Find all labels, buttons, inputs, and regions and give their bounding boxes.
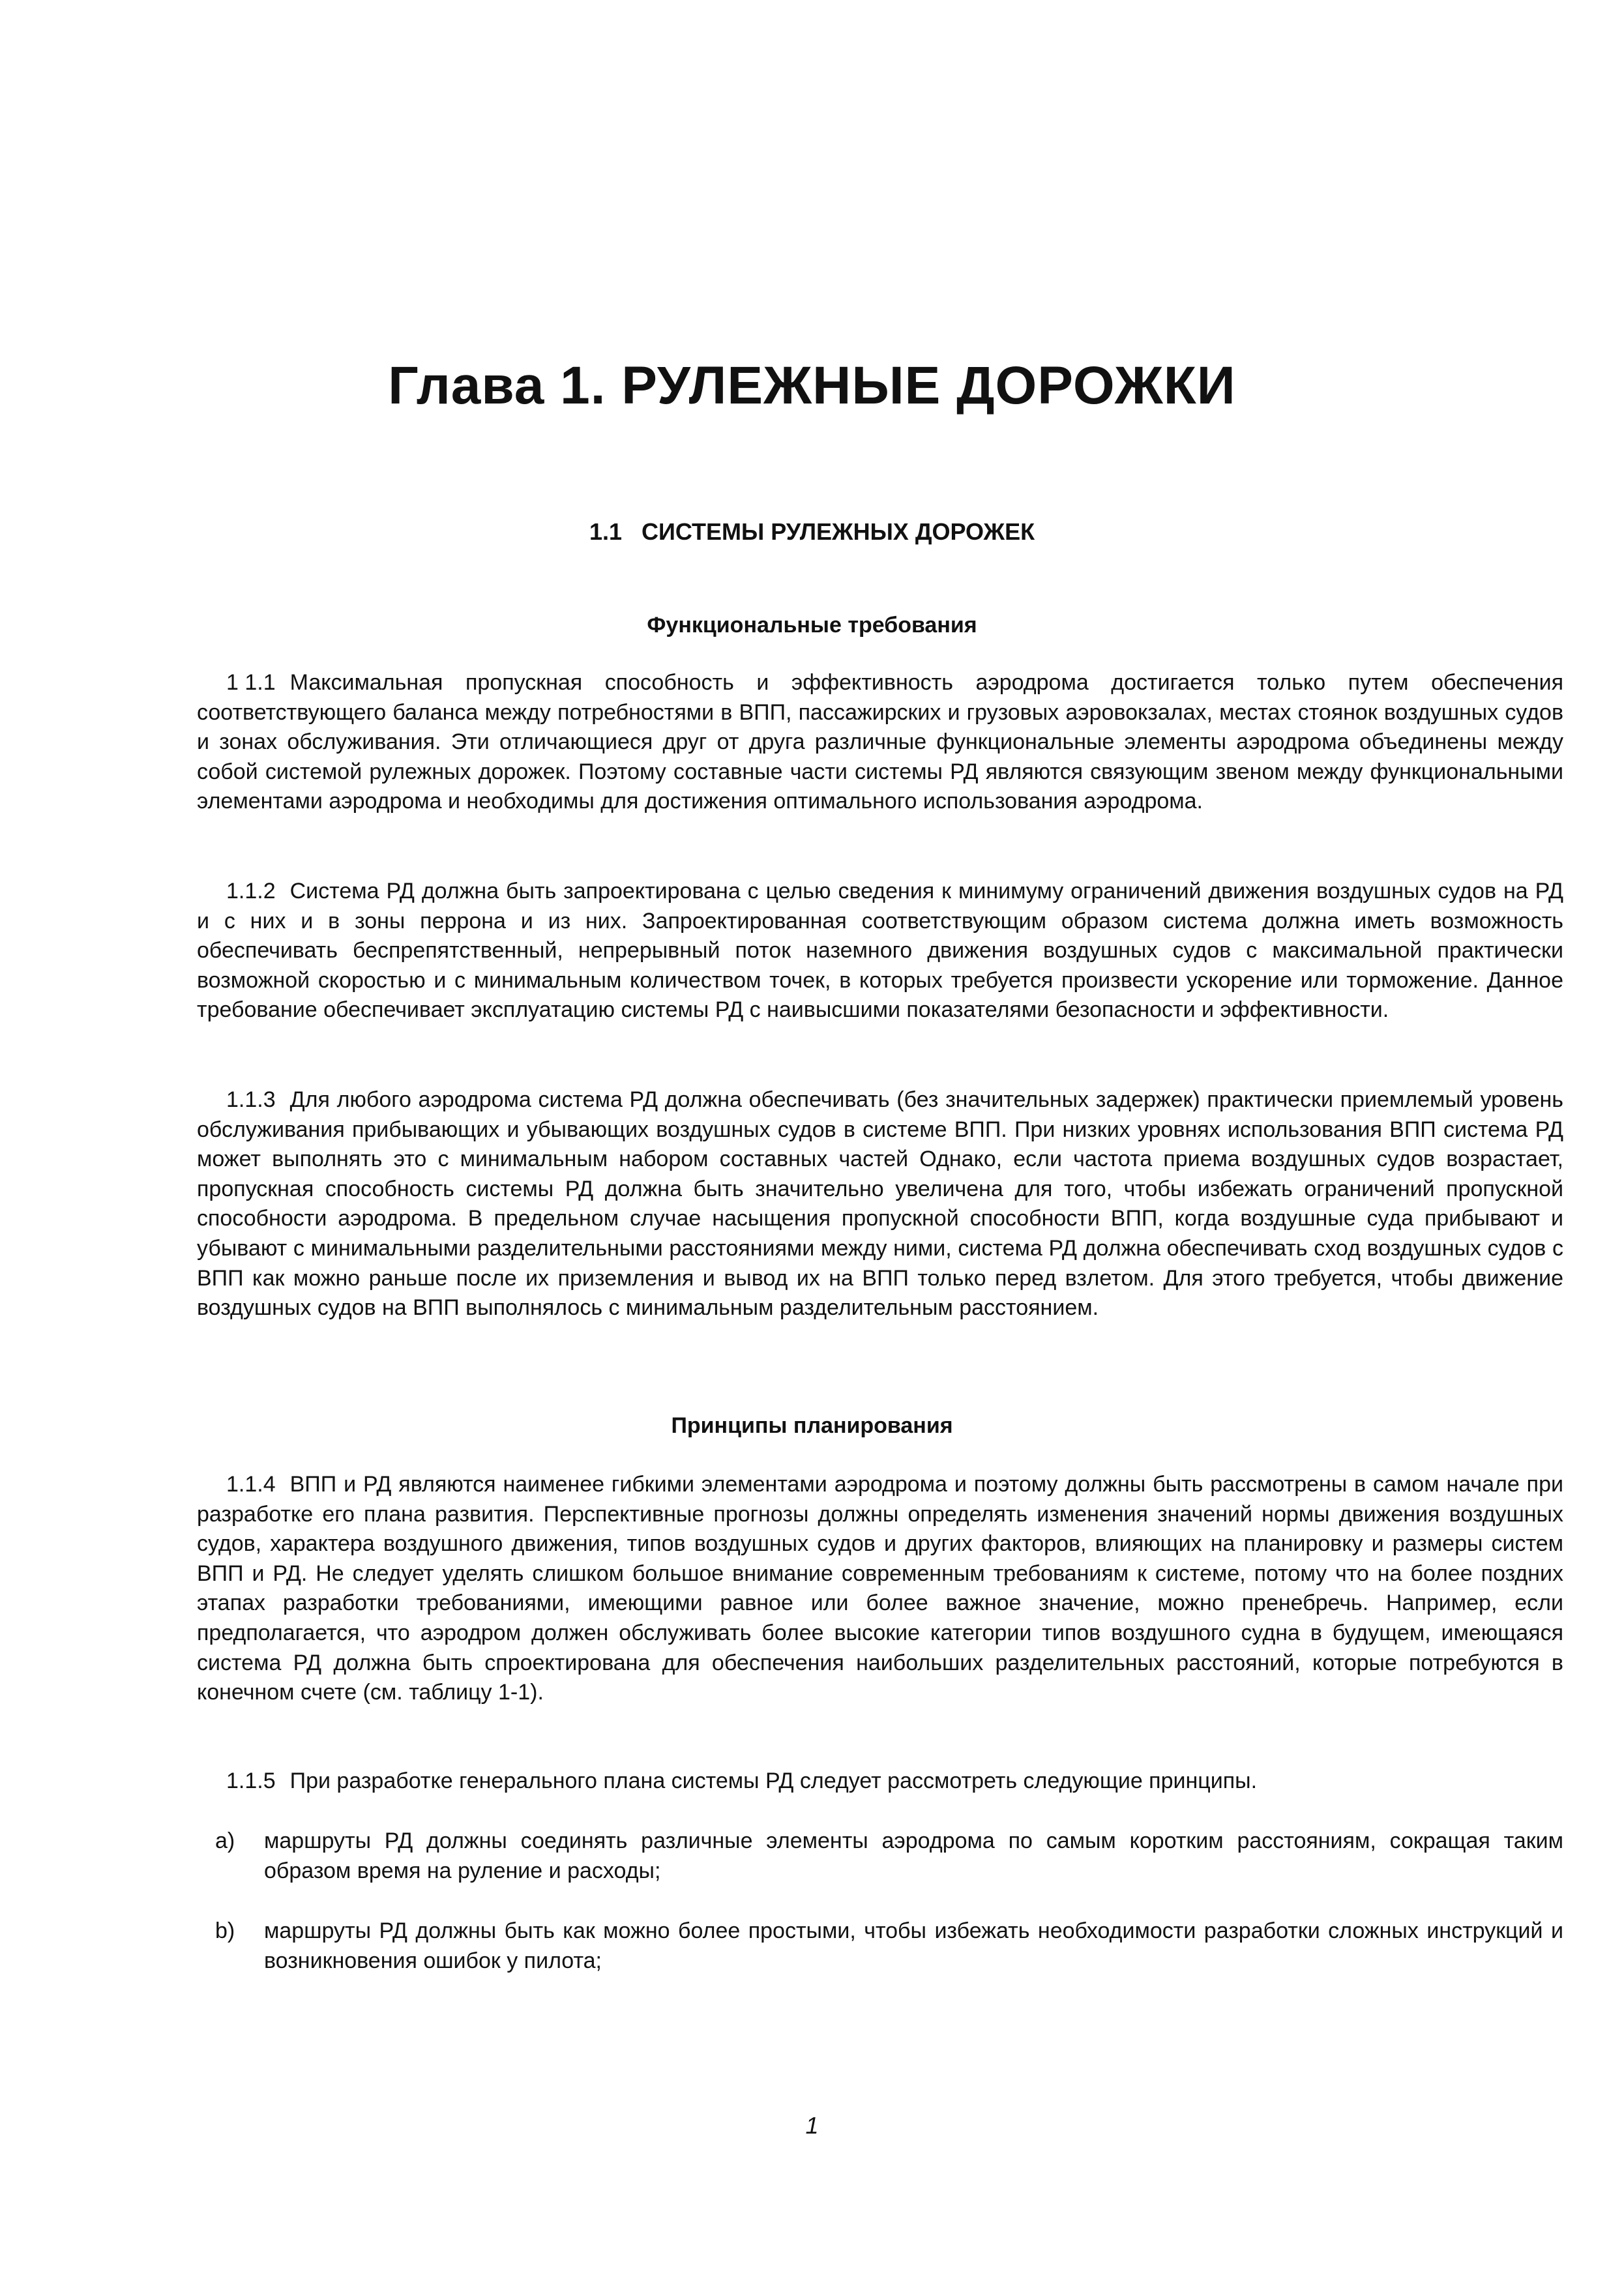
paragraph-text: Система РД должна быть запроектирована с целью сведения к минимуму ограничений движения воздушных судов на РД и с них и в зоны перрона и из них. Запроектированная соответствующим образом система должна иметь возможность обеспечивать беспрепятственный, непрерывный поток наземного движения воздушных судов с максимальной практически возможной скоростью и с минимальным количеством точек, в которых требуется произвести ускорение или торможение. Данное требование обеспечивает эксплуатацию системы РД с наивысшими показателями безопасности и эффективности. [197, 879, 1563, 1023]
planning-principles-heading: Принципы планирования [671, 1413, 953, 1438]
paragraph-text: Для любого аэродрома система РД должна обеспечивать (без значительных задержек) практически приемлемый уровень обслуживания прибывающих и убывающих воздушных судов в системе ВПП. При низких уровнях использования ВПП система РД может выполнять это с минимальным набором составных частей Однако, если частота приема воздушных судов возрастает, пропускная способность системы РД должна быть значительно увеличена для того, чтобы избежать ограничений пропускной способности аэродрома. В предельном случае насыщения пропускной способности ВПП, когда воздушные суда прибывают и убывают с минимальными разделительными расстояниями между ними, система РД должна обеспечивать сход воздушных судов с ВПП как можно раньше после их приземления и вывод их на ВПП только перед взлетом. Для этого требуется, чтобы движение воздушных судов на ВПП выполнялось с минимальным разделительным расстоянием. [197, 1087, 1563, 1321]
paragraph-1-1-5 [197, 1767, 1563, 1797]
paragraph-number: 1 1.1 [226, 670, 276, 695]
paragraph-1-1-2 [197, 877, 1563, 1025]
page-number: 1 [805, 2112, 819, 2139]
paragraph-number: 1.1.2 [226, 879, 276, 903]
paragraph-number: 1.1.4 [226, 1472, 276, 1497]
list-item-a [197, 1827, 1563, 1886]
paragraph-text: ВПП и РД являются наименее гибкими элементами аэродрома и поэтому должны быть рассмотрены в самом начале при разработке его плана развития. Перспективные прогнозы должны определять изменения значений нормы движения воздушных судов, характера воздушного движения, типов воздушных судов и других факторов, влияющих на планировку и размеры систем ВПП и РД. Не следует уделять слишком большое внимание современным требованиям к системе, потому что на более поздних этапах разработки требованиями, имеющими равное или более важное значение, можно пренебречь. Например, если предполагается, что аэродром должен обслуживать более высокие категории типов воздушного судна в будущем, имеющаяся система РД должна быть спроектирована для обеспечения наибольших разделительных расстояний, которые потребуются в конечном счете (см. таблицу 1-1). [197, 1472, 1563, 1705]
paragraph-text: Максимальная пропускная способность и эффективность аэродрома достигается только путем обеспечения соответствующего баланса между потребностями в ВПП, пассажирских и грузовых аэровокзалах, местах стоянок воздушных судов и зонах обслуживания. Эти отличающиеся друг от друга различные функциональные элементы аэродрома объединены между собой системой рулежных дорожек. Поэтому составные части системы РД являются связующим звеном между функциональными элементами аэродрома и необходимы для достижения оптимального использования аэродрома. [197, 670, 1563, 814]
paragraph-1-1-1 [197, 668, 1563, 817]
list-item-text: маршруты РД должны соединять различные элементы аэродрома по самым коротким расстояниям, сокращая таким образом время на руление и расходы; [264, 1828, 1563, 1883]
chapter-title: Глава 1. РУЛЕЖНЫЕ ДОРОЖКИ [388, 356, 1236, 415]
list-item-b [197, 1916, 1563, 1976]
paragraph-1-1-4 [197, 1470, 1563, 1708]
paragraph-1-1-3 [197, 1085, 1563, 1323]
list-marker: a) [215, 1828, 235, 1853]
section-title: 1.1 СИСТЕМЫ РУЛЕЖНЫХ ДОРОЖЕК [589, 518, 1035, 545]
list-marker: b) [215, 1918, 235, 1943]
paragraph-number: 1.1.3 [226, 1087, 276, 1112]
paragraph-number: 1.1.5 [226, 1769, 276, 1793]
list-item-text: маршруты РД должны быть как можно более простыми, чтобы избежать необходимости разработки сложных инструкций и возникновения ошибок у пилота; [264, 1918, 1563, 1973]
functional-requirements-heading: Функциональные требования [647, 613, 977, 638]
paragraph-text: При разработке генерального плана системы РД следует рассмотреть следующие принципы. [289, 1769, 1258, 1793]
